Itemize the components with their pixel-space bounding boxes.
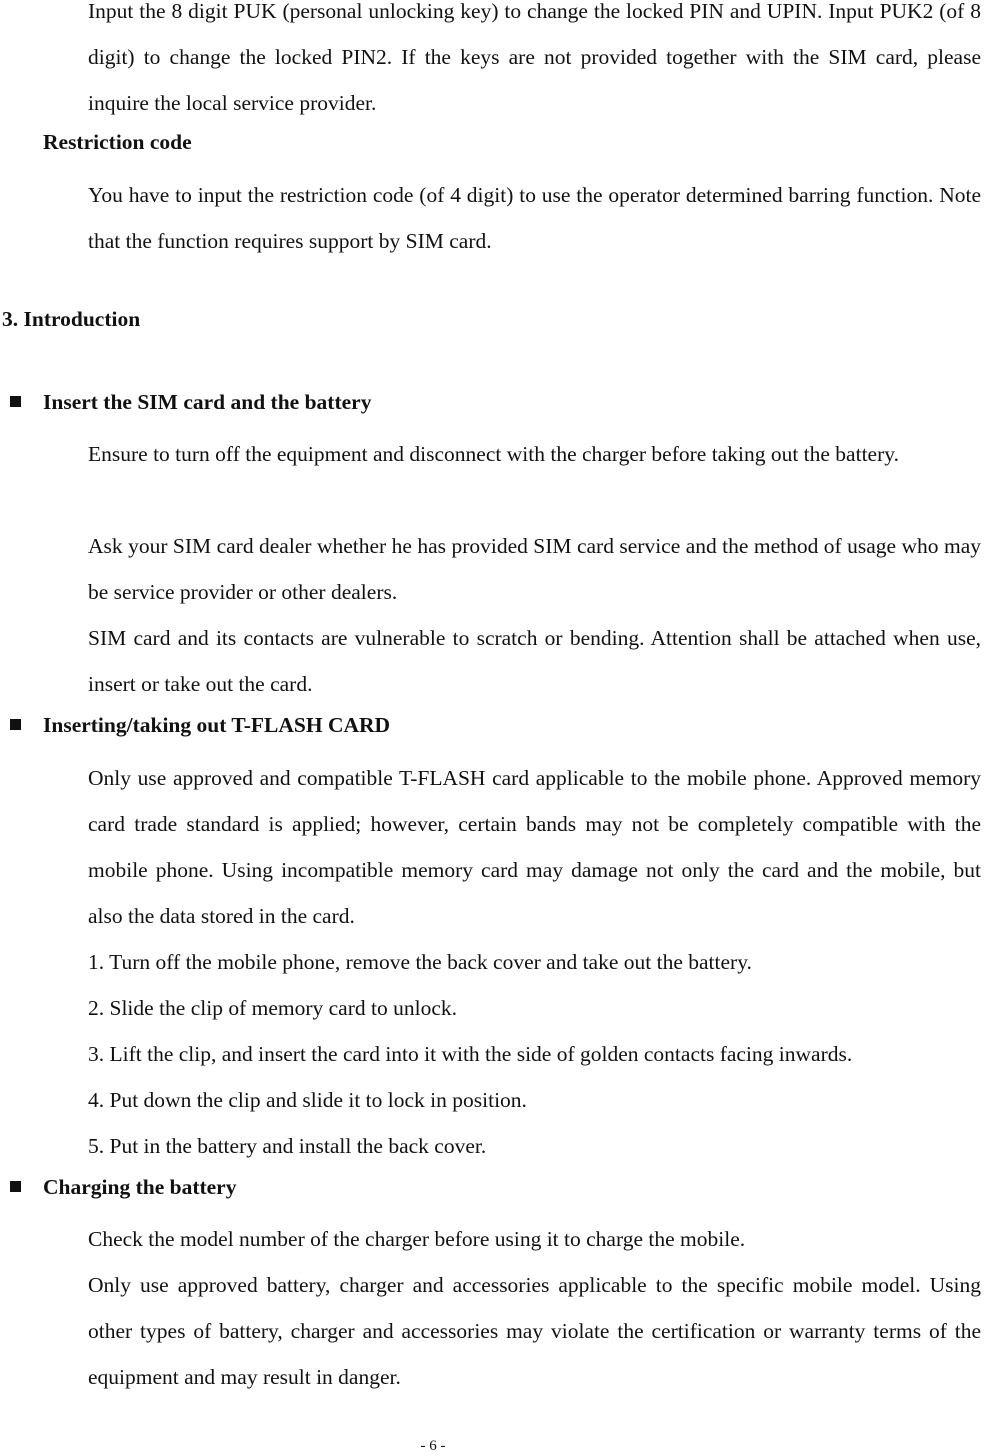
square-bullet-icon [10,719,21,730]
sim-battery-paragraph-2: Ask your SIM card dealer whether he has provided SIM card service and the method of usage who may be service provider or other dealers. [88,534,981,604]
page-number: - 6 - [420,1438,446,1454]
tflash-paragraph: Only use approved and compatible T-FLASH card applicable to the mobile phone. Approved memory card trade standard is applied; however, certain bands may not be completely compatible with the mobile phone. Using incompatible memory card may damage not only the card and the mobile, but also the data stored in the card. [88,766,981,928]
tflash-step-2: 2. Slide the clip of memory card to unlock. [88,996,457,1020]
sim-battery-title: Insert the SIM card and the battery [43,390,372,414]
charging-paragraph-1: Check the model number of the charger before using it to charge the mobile. [88,1227,746,1251]
square-bullet-icon [10,396,21,407]
puk-paragraph: Input the 8 digit PUK (personal unlocking key) to change the locked PIN and UPIN. Input PUK2 (of 8 digit) to change the locked PIN2. If the keys are not provided together with the SIM card, please inquire the local service provider. [88,0,981,115]
tflash-step-1: 1. Turn off the mobile phone, remove the back cover and take out the battery. [88,950,752,974]
restriction-code-paragraph: You have to input the restriction code (of 4 digit) to use the operator determined barring function. Note that the function requires support by SIM card. [88,183,981,253]
tflash-step-4: 4. Put down the clip and slide it to lock in position. [88,1088,527,1112]
square-bullet-icon [10,1181,21,1192]
sim-battery-paragraph-3: SIM card and its contacts are vulnerable to scratch or bending. Attention shall be attached when use, insert or take out the card. [88,626,981,696]
tflash-step-5: 5. Put in the battery and install the back cover. [88,1134,487,1158]
sim-battery-paragraph-1: Ensure to turn off the equipment and disconnect with the charger before taking out the battery. [88,442,899,466]
tflash-title: Inserting/taking out T-FLASH CARD [43,713,391,737]
charging-title: Charging the battery [43,1175,237,1199]
introduction-heading: 3. Introduction [2,307,141,331]
tflash-step-3: 3. Lift the clip, and insert the card into it with the side of golden contacts facing inwards. [88,1042,853,1066]
charging-paragraph-2: Only use approved battery, charger and accessories applicable to the specific mobile model. Using other types of battery, charger and accessories may violate the certification or warranty terms of the equipment and may result in danger. [88,1273,981,1389]
restriction-code-heading: Restriction code [43,130,192,154]
